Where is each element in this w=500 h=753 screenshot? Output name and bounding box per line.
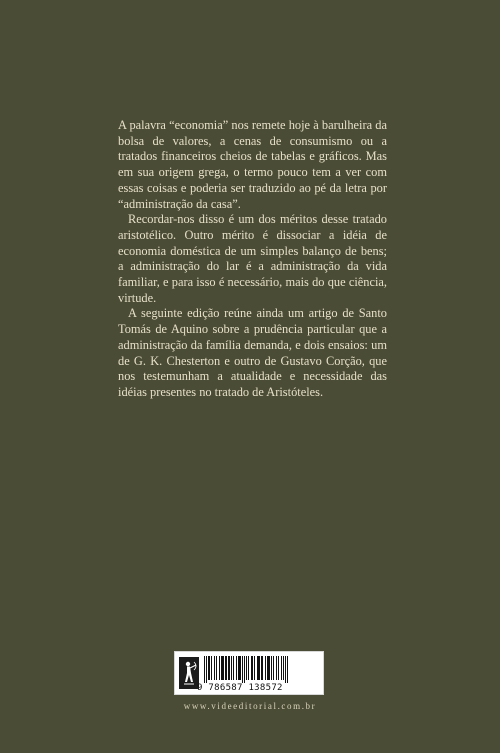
barcode-bar bbox=[214, 656, 215, 680]
blurb-paragraph-2: Recordar-nos disso é um dos méritos desse tratado aristotélico. Outro mérito é dissociar a idéia de economia doméstica de um simples balanço de bens; a administração do lar é a administração da vida familiar, e para isso é necessário, mais do que ciência, virtude. bbox=[118, 212, 387, 305]
barcode-bar bbox=[265, 656, 266, 680]
barcode-bar bbox=[285, 656, 286, 683]
barcode-bars bbox=[204, 656, 320, 683]
barcode-bar bbox=[261, 656, 263, 680]
barcode-bar bbox=[278, 656, 279, 680]
barcode-bar bbox=[204, 656, 205, 683]
blurb-paragraph-3: A seguinte edição reúne ainda um artigo de Santo Tomás de Aquino sobre a prudência particular que a administração da família demanda, e dois ensaios: um de G. K. Chesterton e outro de Gustavo Corção, que nos testemunham a atualidade e necessidade das idéias presentes no tratado de Aristóteles. bbox=[118, 306, 387, 399]
barcode-bar bbox=[242, 656, 243, 683]
barcode-bar bbox=[244, 656, 245, 683]
barcode-bar bbox=[246, 656, 247, 680]
barcode-bar bbox=[225, 656, 227, 680]
barcode-bar bbox=[257, 656, 260, 680]
blurb-text bbox=[118, 118, 387, 401]
barcode-bar bbox=[219, 656, 220, 680]
barcode-bar bbox=[254, 656, 255, 680]
barcode-box bbox=[174, 651, 324, 695]
barcode-bar bbox=[231, 656, 232, 680]
barcode-bar bbox=[236, 656, 237, 680]
barcode-bar bbox=[208, 656, 210, 680]
blurb-paragraph-1: A palavra “economia” nos remete hoje à barulheira da bolsa de valores, a cenas de consumismo ou a tratados financeiros cheios de tabelas e gráficos. Mas em sua origem grega, o termo pouco tem a ver com essas coisas e poderia ser traduzido ao pé da letra por “administração da casa”. bbox=[118, 118, 387, 211]
barcode-bar bbox=[221, 656, 224, 680]
barcode-bar bbox=[211, 656, 212, 680]
website-url: www.videeditorial.com.br bbox=[183, 701, 317, 711]
barcode-bar bbox=[216, 656, 217, 680]
barcode-bar bbox=[251, 656, 253, 680]
barcode-bar bbox=[228, 656, 230, 680]
barcode-bar bbox=[267, 656, 270, 680]
barcode-bar bbox=[248, 656, 249, 680]
barcode-bar bbox=[283, 656, 284, 680]
barcode-bar bbox=[206, 656, 207, 683]
barcode-digits: 9 786587 138572 bbox=[197, 683, 283, 693]
barcode-bar bbox=[273, 656, 274, 680]
barcode-bar bbox=[281, 656, 282, 680]
barcode-bar bbox=[271, 656, 272, 680]
barcode-bar bbox=[238, 656, 241, 680]
barcode-bar bbox=[287, 656, 288, 683]
barcode-bar bbox=[276, 656, 277, 680]
archer-logo-icon bbox=[179, 657, 199, 689]
barcode-bar bbox=[233, 656, 234, 680]
